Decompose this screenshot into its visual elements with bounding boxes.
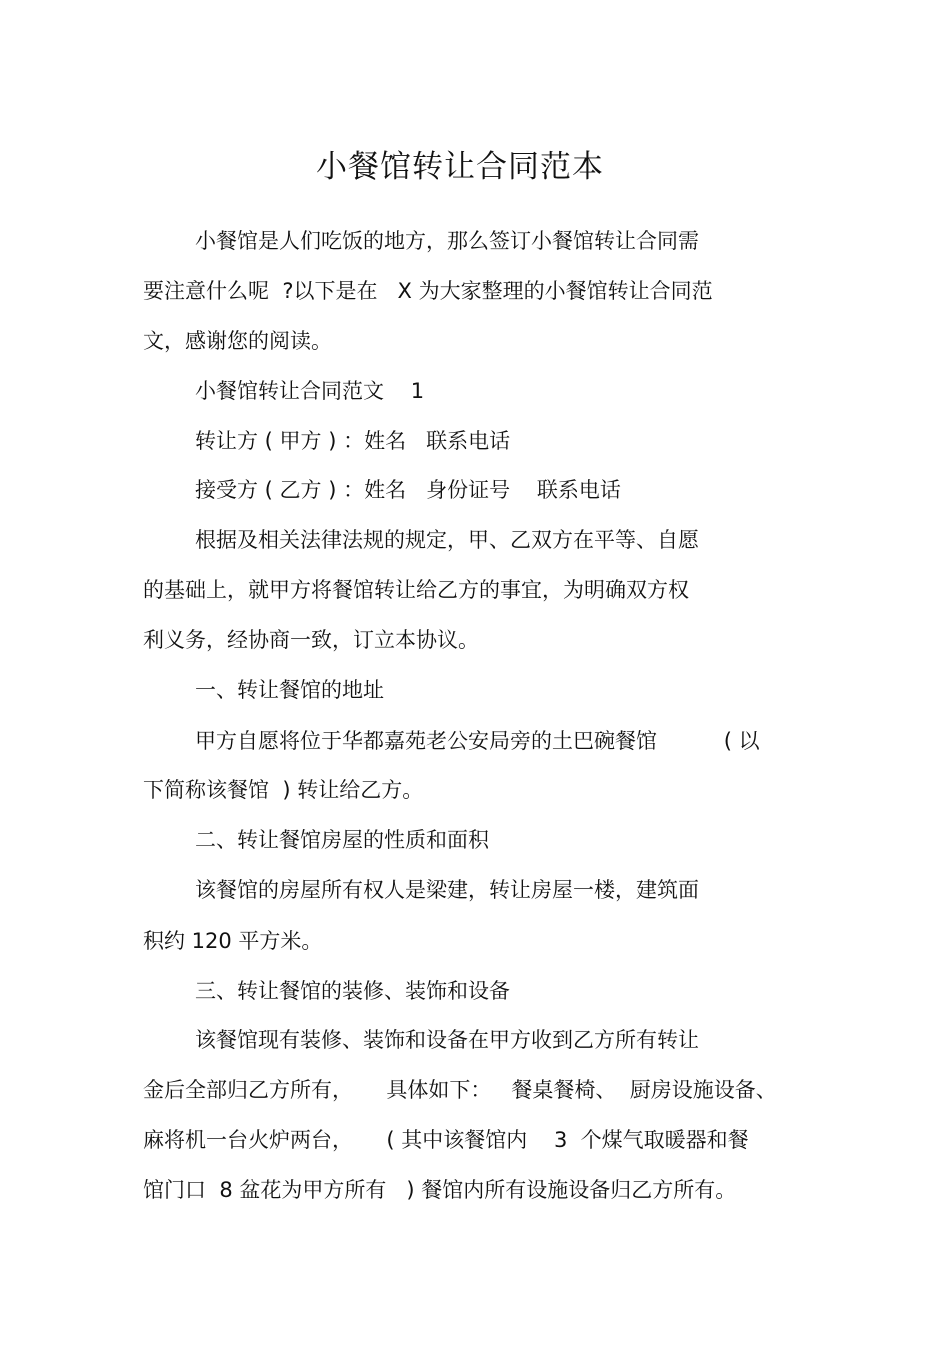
section-heading: 三、转让餐馆的装修、装饰和设备 [195,979,510,1003]
section-heading: 一、转让餐馆的地址 [195,678,384,702]
paragraph-line: 积约 120 平方米。 [143,929,323,953]
paragraph-line: 下简称该餐馆 ) 转让给乙方。 [143,778,424,802]
paragraph-line: 该餐馆的房屋所有权人是梁建，转让房屋一楼，建筑面 [195,878,699,902]
paragraph-line: 文，感谢您的阅读。 [143,329,332,353]
paragraph-line: 要注意什么呢 ?以下是在 X 为大家整理的小餐馆转让合同范 [143,279,713,303]
paragraph-line: 麻将机一台火炉两台， ( 其中该餐馆内 3 个煤气取暖器和餐 [143,1128,749,1152]
section-heading: 小餐馆转让合同范文 1 [195,379,425,403]
party-a-line: 转让方 ( 甲方 ) ：姓名 联系电话 [195,429,511,453]
paragraph-line: 馆门口 8 盆花为甲方所有 ) 餐馆内所有设施设备归乙方所有。 [143,1178,737,1202]
paragraph-line: 根据及相关法律法规的规定，甲、乙双方在平等、自愿 [195,528,699,552]
paragraph-line: 利义务，经协商一致，订立本协议。 [143,628,479,652]
paragraph-line: 金后全部归乙方所有， 具体如下： 餐桌餐椅、 厨房设施设备、 [143,1078,777,1102]
section-heading: 二、转让餐馆房屋的性质和面积 [195,828,489,852]
document-title: 小餐馆转让合同范本 [316,148,604,185]
paragraph-line: 甲方自愿将位于华都嘉苑老公安局旁的土巴碗餐馆 ( 以 [195,729,760,753]
party-b-line: 接受方 ( 乙方 ) ：姓名 身份证号 联系电话 [195,478,621,502]
paragraph-line: 小餐馆是人们吃饭的地方，那么签订小餐馆转让合同需 [195,229,699,253]
paragraph-line: 的基础上，就甲方将餐馆转让给乙方的事宜，为明确双方权 [143,578,689,602]
paragraph-line: 该餐馆现有装修、装饰和设备在甲方收到乙方所有转让 [195,1028,699,1052]
